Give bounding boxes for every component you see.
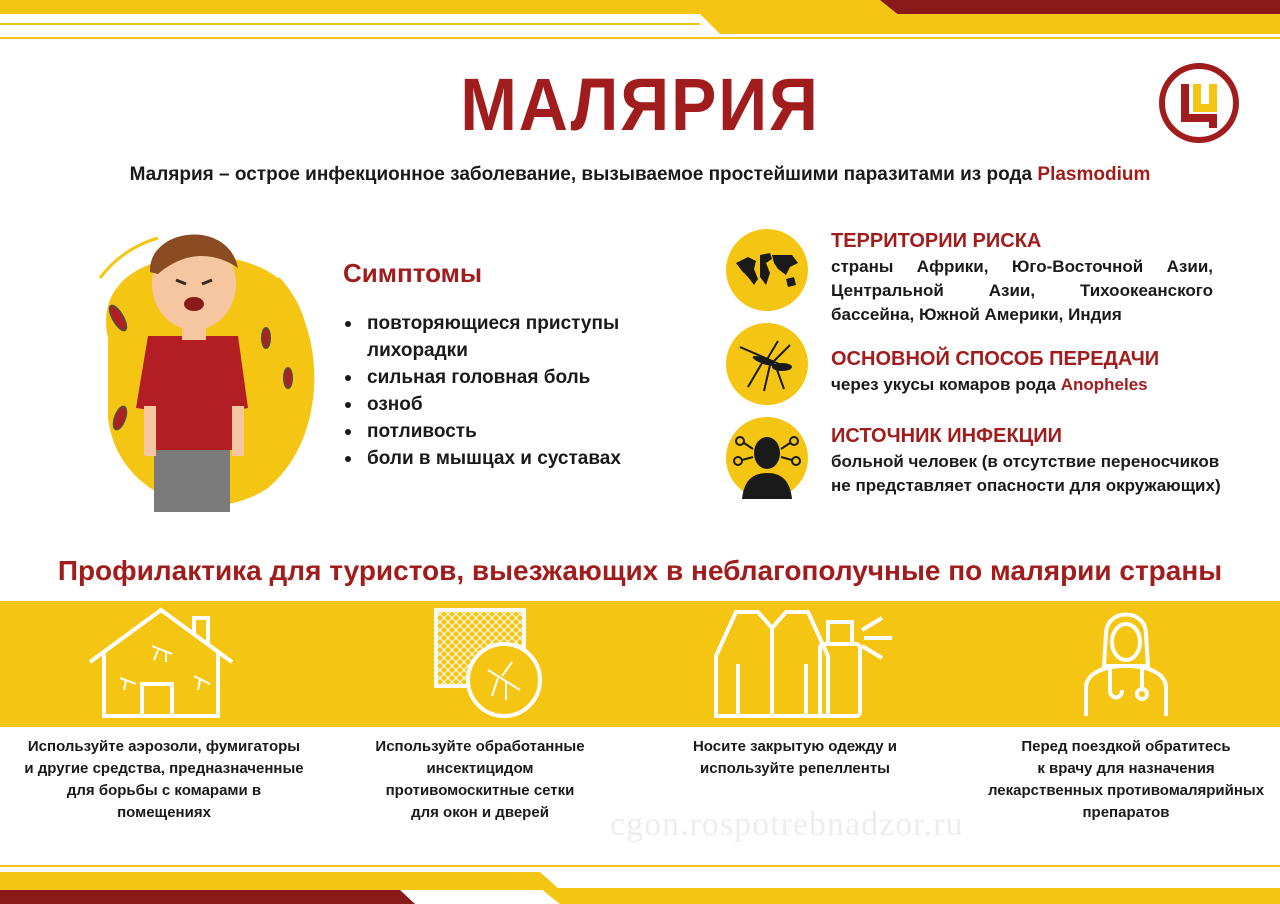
symptom-item: озноб <box>343 391 643 418</box>
prevention-caption-4: Перед поездкой обратитесь к врачу для назначения лекарственных противомалярийных препаратов <box>987 738 1265 821</box>
symptom-item: сильная головная боль <box>343 364 643 391</box>
infection-source-text: больной человек (в отсутствие переносчиков не представляет опасности для окружающих) <box>831 452 1221 495</box>
bottom-stripes <box>0 860 1280 904</box>
symptom-item: потливость <box>343 418 643 445</box>
watermark: cgon.rospotrebnadzor.ru <box>610 806 964 843</box>
doctor-icon <box>1082 604 1170 720</box>
sick-boy-illustration <box>78 218 328 518</box>
symptom-item: боли в мышцах и суставах <box>343 445 643 472</box>
risk-territories-text: страны Африки, Юго-Восточной Азии, Центральной Азии, Тихоокеанского бассейна, Южной Америки, Индия <box>831 257 1213 324</box>
risk-territories-heading: ТЕРРИТОРИИ РИСКА <box>831 230 1042 252</box>
symptom-item: повторяющиеся приступы лихорадки <box>343 310 643 364</box>
mosquito-icon <box>726 323 808 405</box>
prevention-heading: Профилактика для туристов, выезжающих в неблагополучные по малярии страны <box>57 555 1223 586</box>
prevention-caption-1: Используйте аэрозоли, фумигаторы и другие средства, предназначенные для борьбы с комарами в помещениях <box>24 738 304 821</box>
clothing-repellent-icon <box>696 604 900 720</box>
page-title: МАЛЯРИЯ <box>460 63 820 146</box>
transmission-text: через укусы комаров рода Anopheles <box>831 375 1148 394</box>
transmission-heading: ОСНОВНОЙ СПОСОБ ПЕРЕДАЧИ <box>831 348 1160 370</box>
page-subtitle: Малярия – острое инфекционное заболевание, вызываемое простейшими паразитами из рода Plasmodium <box>129 164 1151 185</box>
world-map-icon <box>726 229 808 311</box>
symptoms-heading: Симптомы <box>343 258 483 288</box>
top-stripes <box>0 0 1280 40</box>
prevention-caption-2: Используйте обработанные инсектицидом противомоскитные сетки для окон и дверей <box>375 738 585 821</box>
symptoms-list <box>343 310 643 472</box>
house-mosquito-icon <box>86 604 236 720</box>
infected-person-icon <box>726 417 808 499</box>
mosquito-net-icon <box>432 606 544 720</box>
infection-source-heading: ИСТОЧНИК ИНФЕКЦИИ <box>831 425 1063 447</box>
prevention-caption-3: Носите закрытую одежду и используйте репелленты <box>692 738 898 777</box>
